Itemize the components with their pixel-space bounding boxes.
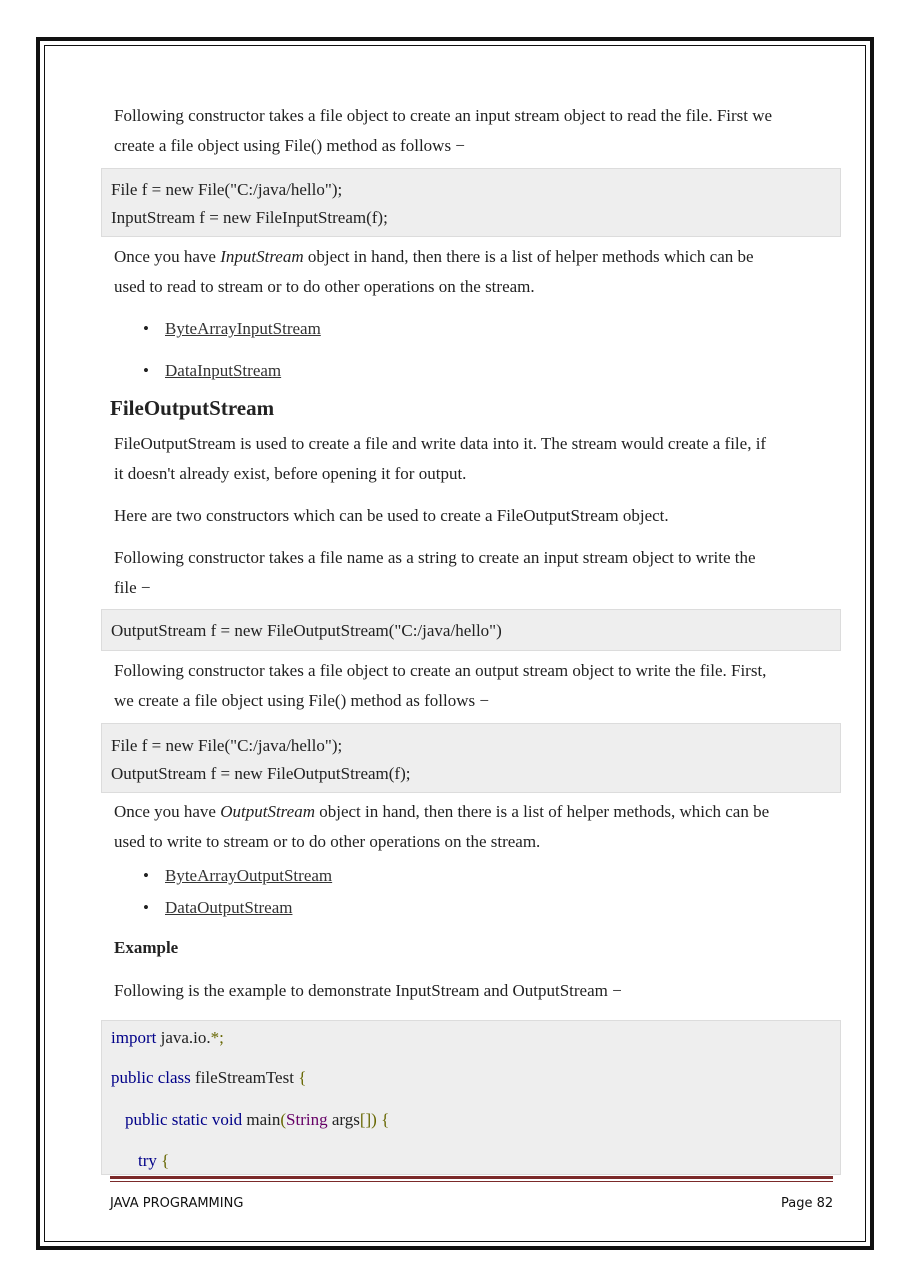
type-name: String [286, 1110, 328, 1129]
bullet-icon: • [143, 898, 149, 917]
code-line [138, 1150, 169, 1172]
link-data-input-stream[interactable]: DataInputStream [165, 361, 282, 380]
code-line [125, 1109, 389, 1131]
code-text: main [242, 1110, 281, 1129]
text-line: it doesn't already exist, before opening it for output. [114, 464, 467, 483]
link-byte-array-input-stream[interactable]: ByteArrayInputStream [165, 319, 321, 338]
list-item [143, 865, 332, 887]
link-byte-array-output-stream[interactable]: ByteArrayOutputStream [165, 866, 333, 885]
text-span: object in hand, then there is a list of helper methods, which can be [314, 802, 770, 821]
footer-divider [110, 1176, 833, 1179]
keyword: public static void [125, 1110, 243, 1129]
text-span: Once you have [114, 247, 221, 266]
text-line: used to write to stream or to do other operations on the stream. [114, 832, 541, 851]
section-heading: FileOutputStream [110, 396, 275, 420]
paragraph-example-intro: Following is the example to demonstrate InputStream and OutputStream − [114, 981, 622, 1000]
bullet-icon: • [143, 361, 149, 380]
code-text: fileStreamTest [190, 1068, 299, 1087]
text-line: Following constructor takes a file object to create an input stream object to read the file. First we [114, 106, 773, 125]
paragraph-fos-file-object [114, 656, 830, 716]
keyword: public class [111, 1068, 191, 1087]
text-line: Following constructor takes a file name as a string to create an input stream object to write the [114, 548, 756, 567]
text-line: file − [114, 578, 151, 597]
paragraph-fos-name-constructor [114, 543, 830, 603]
keyword: import [111, 1028, 157, 1047]
punctuation: ( [280, 1110, 287, 1129]
paragraph-output-stream-helpers [114, 797, 830, 857]
punctuation: { [156, 1151, 170, 1170]
list-item [143, 318, 321, 340]
emphasis-text: OutputStream [220, 802, 315, 821]
text-line: we create a file object using File() method as follows − [114, 691, 489, 710]
code-block-output-stream-name [101, 609, 841, 651]
code-text: args [327, 1110, 360, 1129]
punctuation: { [298, 1068, 307, 1087]
list-item [143, 360, 281, 382]
bullet-icon: • [143, 319, 149, 338]
code-block-output-stream-file [101, 723, 841, 793]
footer-title: JAVA PROGRAMMING [110, 1196, 244, 1211]
text-line: Following constructor takes a file object to create an output stream object to write the file. First, [114, 661, 767, 680]
code-line: File f = new File("C:/java/hello"); [111, 736, 343, 755]
code-block-input-stream [101, 168, 841, 237]
text-line: used to read to stream or to do other operations on the stream. [114, 277, 535, 296]
bullet-icon: • [143, 866, 149, 885]
footer-divider-thin [110, 1181, 833, 1182]
paragraph-fos-intro [114, 429, 830, 489]
text-span: object in hand, then there is a list of helper methods which can be [303, 247, 754, 266]
code-line: OutputStream f = new FileOutputStream(f); [111, 764, 411, 783]
code-line: OutputStream f = new FileOutputStream("C:/java/hello") [111, 621, 502, 640]
list-item [143, 897, 292, 919]
code-text: java.io. [156, 1028, 211, 1047]
keyword: try [138, 1151, 157, 1170]
code-line: File f = new File("C:/java/hello"); [111, 180, 343, 199]
link-data-output-stream[interactable]: DataOutputStream [165, 898, 293, 917]
page-number: Page 82 [781, 1196, 834, 1211]
paragraph-fos-constructors: Here are two constructors which can be used to create a FileOutputStream object. [114, 506, 669, 525]
code-line [111, 1067, 306, 1089]
code-line [111, 1027, 224, 1049]
text-line: create a file object using File() method as follows − [114, 136, 465, 155]
example-heading: Example [114, 938, 179, 957]
text-line: FileOutputStream is used to create a file and write data into it. The stream would create a file, if [114, 434, 767, 453]
code-block-example [101, 1020, 841, 1175]
paragraph-input-stream-helpers [114, 242, 830, 302]
paragraph-input-stream-file-object [114, 101, 830, 161]
punctuation: *; [210, 1028, 224, 1047]
code-line: InputStream f = new FileInputStream(f); [111, 208, 388, 227]
text-line [114, 797, 830, 827]
text-span: Once you have [114, 802, 221, 821]
emphasis-text: InputStream [220, 247, 304, 266]
text-line [114, 242, 830, 272]
punctuation: []) { [359, 1110, 390, 1129]
